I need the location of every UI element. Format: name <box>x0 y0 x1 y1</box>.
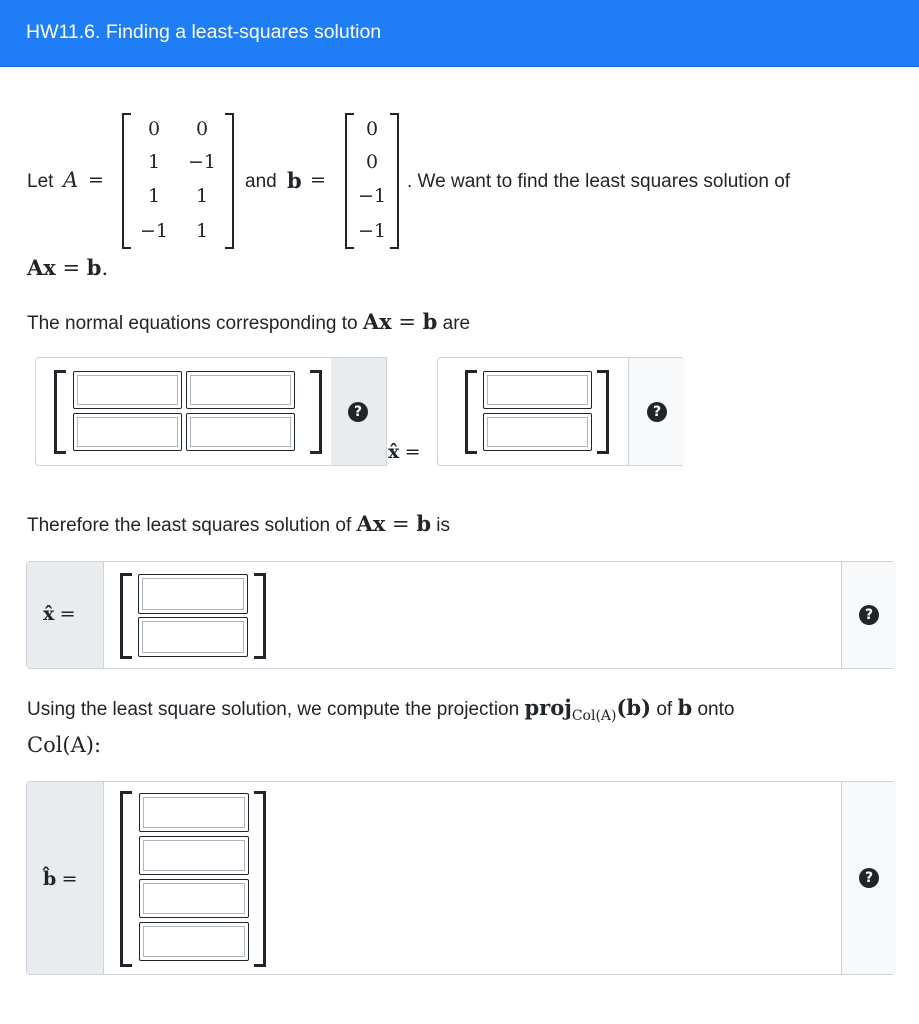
bhat-input-group <box>26 781 896 975</box>
bhat-input-r2[interactable] <box>139 836 249 875</box>
vector-b-cell: 0 <box>365 118 379 140</box>
projection-onto: onto <box>697 699 735 720</box>
lsq-prefix: Therefore the least squares solution of <box>27 515 352 536</box>
normal-equations-text <box>27 309 470 335</box>
normal-rhs-input-r2[interactable] <box>483 413 592 451</box>
normal-rhs-input-r1[interactable] <box>483 371 592 409</box>
normal-matrix-input-r1c1[interactable] <box>73 371 182 409</box>
equation-line <box>27 255 108 281</box>
right-bracket <box>254 791 266 967</box>
b-symbol: b <box>86 255 102 280</box>
let-label: Let <box>27 171 54 192</box>
projection-of: of <box>656 699 673 720</box>
equals-sign: = <box>55 256 87 280</box>
normal-rhs-input-group <box>437 357 685 466</box>
page-header <box>0 0 919 67</box>
xhat-input-r2[interactable] <box>138 617 248 657</box>
proj-symbol: proj <box>524 695 572 720</box>
xhat-symbol: x̂ <box>43 603 55 625</box>
and-label: and <box>245 171 277 192</box>
question-icon[interactable]: ? <box>647 402 667 422</box>
bhat-input-r3[interactable] <box>139 879 249 918</box>
xhat-equals-label <box>43 603 76 626</box>
question-icon[interactable]: ? <box>859 868 879 888</box>
xhat-addon <box>27 562 104 668</box>
bhat-input-r1[interactable] <box>139 793 249 832</box>
help-addon[interactable] <box>331 358 386 465</box>
b-symbol: b <box>416 511 431 536</box>
bhat-addon <box>27 782 104 974</box>
help-addon[interactable] <box>841 562 896 668</box>
equals-sign: = <box>385 512 417 536</box>
equals-sign: = <box>404 441 421 463</box>
least-squares-text <box>27 511 450 537</box>
matrix-A-cell: 1 <box>195 185 209 207</box>
Ax-symbol: Ax <box>356 511 386 536</box>
normal-matrix-input-r2c1[interactable] <box>73 413 182 451</box>
xhat-equals-label <box>388 441 421 464</box>
equals-sign: = <box>61 868 78 890</box>
vector-b-cell: −1 <box>357 185 386 207</box>
projection-text <box>27 695 734 724</box>
xhat-input-r1[interactable] <box>138 574 248 614</box>
problem-tail-text: . We want to find the least squares solution of <box>407 171 791 192</box>
col-A-text: Col(A): <box>27 733 102 757</box>
projection-prefix: Using the least square solution, we compute the projection <box>27 699 520 720</box>
matrix-A-cell: 1 <box>147 151 161 173</box>
proj-argument: (b) <box>616 695 652 720</box>
matrix-A-cell: 0 <box>195 118 209 140</box>
vector-b-symbol: b <box>287 168 302 193</box>
help-addon[interactable] <box>628 358 685 465</box>
equals-sign: = <box>88 169 104 191</box>
vector-b-cell: −1 <box>357 220 386 242</box>
left-bracket <box>120 573 132 659</box>
right-bracket <box>254 573 266 659</box>
Ax-symbol: Ax <box>362 309 392 334</box>
equals-sign: = <box>310 169 326 191</box>
matrix-A-cell: −1 <box>139 220 168 242</box>
bhat-symbol: b̂ <box>43 868 57 890</box>
bhat-equals-label <box>43 868 78 891</box>
lsq-suffix: is <box>436 515 451 536</box>
normal-eq-prefix: The normal equations corresponding to <box>27 313 358 334</box>
b-symbol: b <box>422 309 438 334</box>
vector-b <box>345 113 399 249</box>
Ax-symbol: Ax <box>27 255 56 280</box>
right-bracket <box>225 113 234 249</box>
matrix-A-cell: 0 <box>147 118 161 140</box>
matrix-A-cell: −1 <box>187 151 216 173</box>
matrix-A-cell: 1 <box>147 185 161 207</box>
matrix-A-cell: 1 <box>195 220 209 242</box>
matrix-A <box>122 113 234 249</box>
left-bracket <box>54 370 66 454</box>
help-addon[interactable] <box>841 782 896 974</box>
left-bracket <box>122 113 131 249</box>
left-bracket <box>465 370 477 454</box>
left-bracket <box>120 791 132 967</box>
equals-sign: = <box>59 603 76 625</box>
normal-matrix-input-group <box>35 357 387 466</box>
question-icon[interactable]: ? <box>859 605 879 625</box>
equals-sign: = <box>391 310 423 334</box>
right-bracket <box>597 370 609 454</box>
matrix-A-symbol: A <box>63 168 79 192</box>
xhat-input-group <box>26 561 896 669</box>
xhat-symbol: x̂ <box>388 441 400 463</box>
proj-subscript: Col(A) <box>571 707 617 724</box>
normal-matrix-input-r1c2[interactable] <box>186 371 295 409</box>
vector-b-cell: 0 <box>365 151 379 173</box>
normal-eq-suffix: are <box>442 313 471 334</box>
right-bracket <box>310 370 322 454</box>
question-icon[interactable]: ? <box>348 402 368 422</box>
period: . <box>101 256 109 280</box>
b-symbol: b <box>677 695 693 720</box>
normal-matrix-input-r2c2[interactable] <box>186 413 295 451</box>
bhat-input-r4[interactable] <box>139 922 249 961</box>
page-title: HW11.6. Finding a least-squares solution <box>26 21 382 43</box>
